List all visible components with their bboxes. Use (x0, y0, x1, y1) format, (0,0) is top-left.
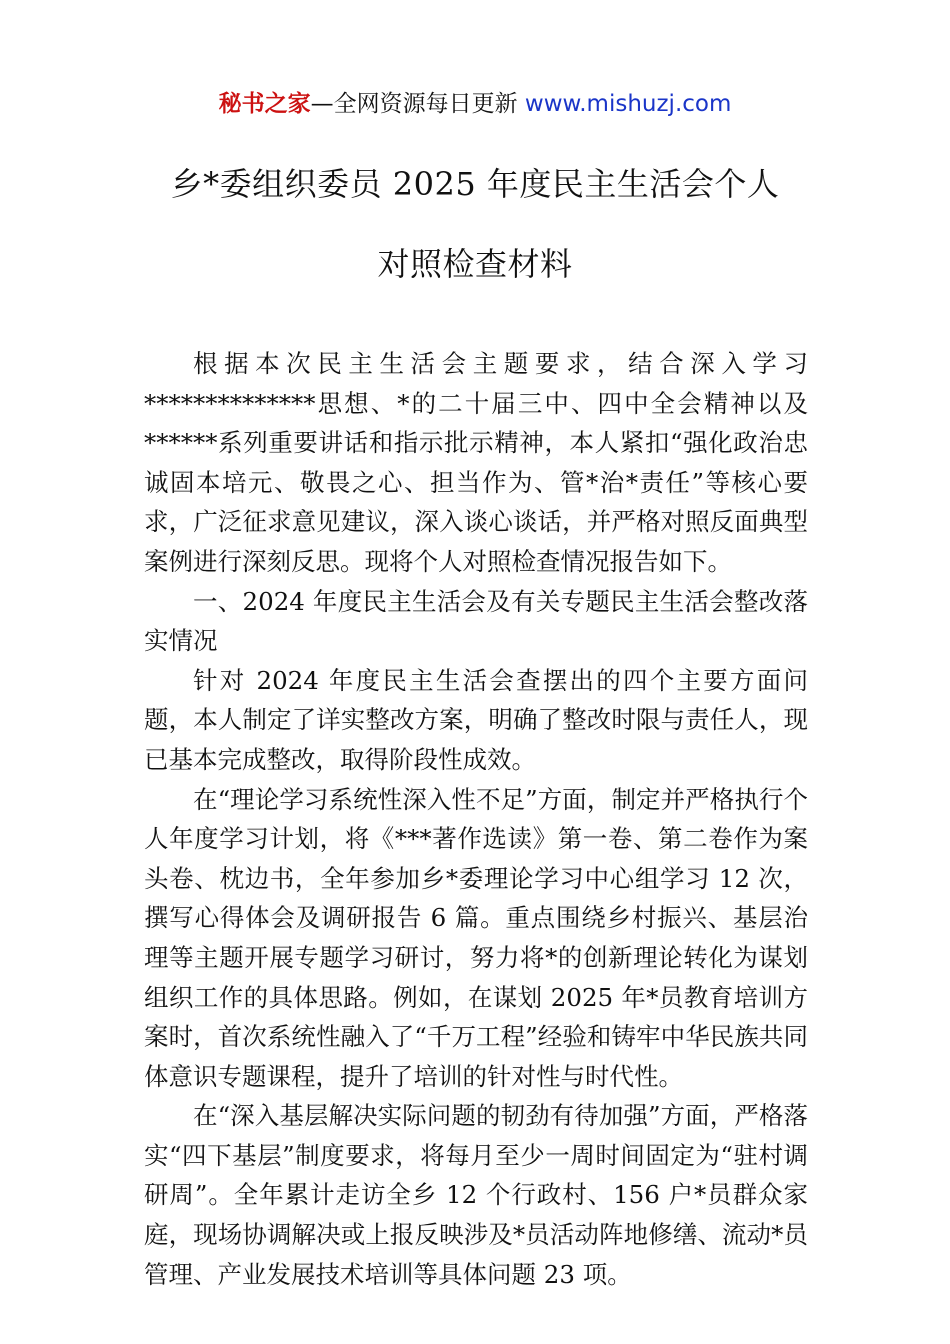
paragraph-theory-study: 在“理论学习系统性深入性不足”方面，制定并严格执行个人年度学习计划，将《***著作选读》第一卷、第二卷作为案头卷、枕边书，全年参加乡*委理论学习中心组学习 12 次，撰写心得体会及调研报告 6 篇。重点围绕乡村振兴、基层治理等主题开展专题学习研讨，努力将*的创新理论转化为谋划组织工作的具体思路。例如，在谋划 2025 年*员教育培训方案时，首次系统性融入了“千万工程”经验和铸牢中华民族共同体意识专题课程，提升了培训的针对性与时代性。 (144, 784, 808, 1091)
document-body (144, 344, 808, 1294)
title-line-1: 乡*委组织委员 2025 年度民主生活会个人 (170, 165, 780, 203)
paragraph-grassroots: 在“深入基层解决实际问题的韧劲有待加强”方面，严格落实“四下基层”制度要求，将每月至少一周时间固定为“驻村调研周”。全年累计走访全乡 12 个行政村、156 户*员群众家庭，现场协调解决或上报反映涉及*员活动阵地修缮、流动*员管理、产业发展技术培训等具体问题 23 项。 (144, 1101, 808, 1289)
paragraph-intro: 根据本次民主生活会主题要求，结合深入学习**************思想、*的二十届三中、四中全会精神以及******系列重要讲话和指示批示精神，本人紧扣“强化政治忠诚固本培元、敬畏之心、担当作为、管*治*责任”等核心要求，广泛征求意见建议，深入谈心谈话，并严格对照反面典型案例进行深刻反思。现将个人对照检查情况报告如下。 (144, 349, 808, 576)
site-url-link[interactable]: www.mishuzj.com (524, 91, 732, 117)
brand-name: 秘书之家 (218, 91, 311, 117)
section-heading-1: 一、2024 年度民主生活会及有关专题民主生活会整改落实情况 (144, 586, 808, 656)
header-slogan: —全网资源每日更新 (310, 91, 518, 117)
document-title (100, 156, 850, 292)
paragraph-rectification-summary: 针对 2024 年度民主生活会查摆出的四个主要方面问题，本人制定了详实整改方案，明确了整改时限与责任人，现已基本完成整改，取得阶段性成效。 (144, 665, 808, 774)
title-line-2: 对照检查材料 (377, 245, 573, 283)
site-header (0, 88, 950, 120)
